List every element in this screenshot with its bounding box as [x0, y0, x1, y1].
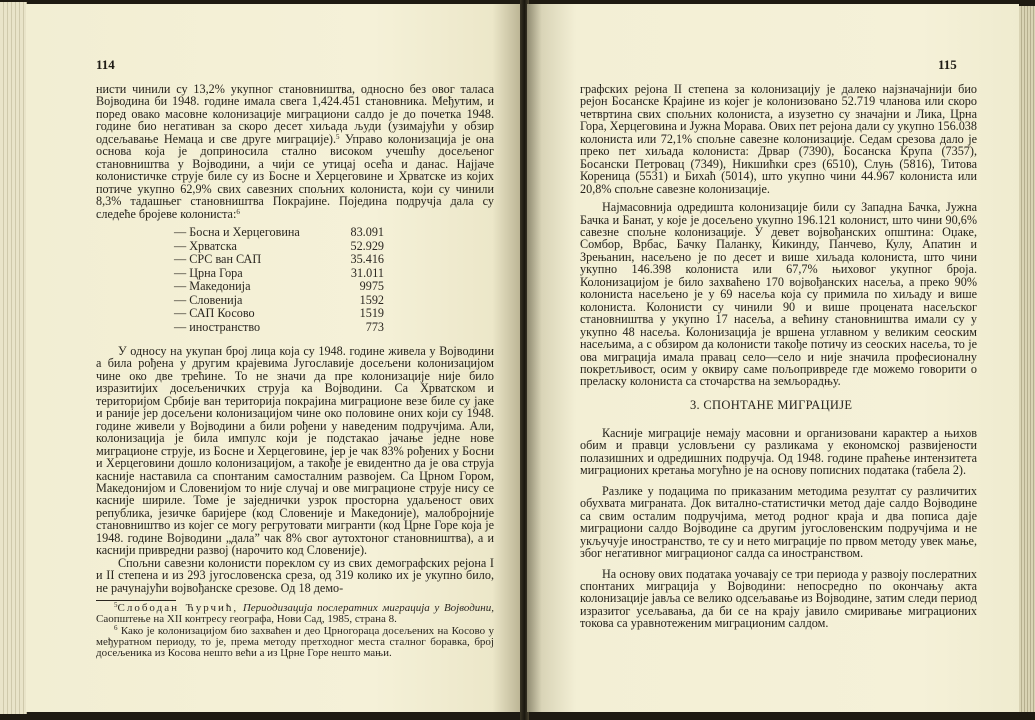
- left-paragraph-1: нисти чинили су 13,2% укупног становништва, односно без овог таласа Војводина би 1948. године имала свега 1,424.451 становника. Међутим, и поред овако масовне колонизације миграциони салдо је до почетка 1948. године био негативан за скоро десет хиљада људи (узимајући у обзир одсељавање Немаца и све друге миграције).$^5$ Управо колонизација је она основа која је доприносила стално високом учешћу досељеног становништва у Војводини, а чији се утицај осећа и данас. Најјаче колонистичке струје биле су из Босне и Херцеговине и Хрватске из којих потиче укупно 62,9% свих савезних спољних колониста, који су чинили 8,3% тадашњег становништва Покрајине. Поједина подручја дала су следеће бројеве колониста:$^6$: [96, 82, 494, 221]
- list-item: — Црна Гора 31.011: [174, 267, 384, 281]
- footnote-ref-6[interactable]: 6: [236, 207, 240, 216]
- left-paragraph-3: Спољни савезни колонисти пореклом су из свих демографских рејона I и II степена и из 293 југословенска среза, од 319 колико их је укупно било, не рачунајући војвођанске срезове. Од 18 демо-: [96, 555, 494, 595]
- right-paragraph-5: На основу ових података уочавају се три периода у развоју послератних спонтаних миграција у Војводини: непосредно по окончању акта колонизације јавља се велико одсељавање из Војводине, затим следи период изразитог усељавања, да би се на крају јавило смиривање миграционих токова са уравнотеженим миграционим салдом.: [580, 566, 977, 631]
- right-paragraph-2: Најмасовнија одредишта колонизације били су Западна Бачка, Јужна Бачка и Банат, у које је досељено укупно 196.121 колонист, што чини 90,6% савезне спољне колонизације. У девет војвођанских општина: Оџаке, Сомбор, Врбас, Бачку Паланку, Кикинду, Панчево, Кулу, Апатин и Зрењанин, насељено је по десет и више хиљада колониста, што чини укупно 146.398 колониста или 67,7% њиховог укупног броја. Колонизацијом је било захваћено 170 војвођанских насеља, а преко 90% колониста насељено је у 69 насеља која су примила по хиљаду и више колониста. Колонисти су чинили 90 и више процената насељског становништва у укупно 17 насеља, а већину становништва имали су у укупно 48 насеља. Колонизација је вршена углавном у великим сеоским насељима, а с обзиром да колонисти такође потичу из сеоских насеља, то је ова миграција имала правац село—село и није значила професионалну покретљивост, осим у оквиру саме пољопривреде где можемо говорити о преласку колониста са сточарства на земљорадњу.: [580, 200, 977, 389]
- footnote-5: $^5$Слободан Ћурчић, Периодизација послератних миграција у Војводини, Саопштење на XII контресу географа, Нови Сад, 1985, страна 8.: [96, 601, 494, 626]
- footnote-ref-5[interactable]: 5: [336, 132, 340, 141]
- list-item: — Словенија 1592: [174, 294, 384, 308]
- page-number-right: 115: [938, 57, 957, 72]
- right-text-block-2: [580, 427, 977, 630]
- footnotes: [96, 603, 494, 659]
- colonist-sources-list: [174, 226, 384, 334]
- list-item: — Хрватска 52.929: [174, 240, 384, 254]
- list-item: — Македонија 9975: [174, 280, 384, 294]
- left-paragraph-2: У односу на укупан број лица која су 1948. године живела у Војводини а била рођена у другим крајевима Југославије досељени колонизацијом чине око две трећине. То не значи да пре колонизације није било изразитијих досељеничких струја ка Војводини. Са Хрватском и територијом Србије ван територија покрајина миграционе везе биле су јаке и раније јер досељени колонизацијом чине око половине оних који су 1948. године живели у Војводини а били рођени у наведеним подручјима. Али, колонизација је била импулс који је подстакао јачање једне нове миграционе струје, из Босне и Херцеговине, јер је чак 83% рођених у Босни и Херцеговини дошло колонизацијом, а такође је евидентно да је ова струја касније наставила са спонтаним самосталним развојем. Са Црном Гором, Македонијом и Словенијом то није случај и ове миграционе струје нису се касније шириле. Томе је заједнички узрок просторна удаљеност ових република, језичке баријере (код Словеније и Македоније), малобројније становништво из којег се могу регрутовати мигранти (код Црне Горе која је 1948. године Војводини „дала” чак 8% свог аутохтоног становништва), а и каснији привредни развој (нарочито код Словеније).: [96, 344, 494, 558]
- left-text-block-1: [96, 83, 494, 220]
- right-paragraph-1: графских рејона II степена за колонизацију је далеко најзначајнији био рејон Босанске Крајине из којег је колонизовано 52.719 чланова или скоро четвртина свих спољних колониста, а изузетно су значајни и Лика, Црна Гора, Херцеговина и Јужна Морава. Ових пет рејона дали су укупно 156.038 колониста или 72,1% спољне савезне колонизације. Седам срезова дало је преко пет хиљада колониста: Дрвар (7390), Босанска Крупа (7357), Босански Петровац (7349), Никшићки срез (6510), Слуњ (5816), Титова Кореница (5531) и Бихаћ (5014), што укупно чини 44.967 колониста или 20,8% спољне савезне колонизације.: [580, 82, 977, 196]
- page-stack-edges-right: [1019, 6, 1035, 712]
- left-text-block-2: [96, 345, 494, 594]
- page-number-left: 114: [96, 57, 115, 72]
- right-paragraph-3: Касније миграције немају масовни и организовани карактер а њихов обим и правци условљени су разликама у економској развијености полазишних и одредишних подручја. Од 1948. године праћење интензитета миграционих кретања могућно је на основу пописних података (табела 2).: [580, 426, 977, 478]
- footnote-divider: [96, 600, 176, 601]
- list-item: — иностранство 773: [174, 321, 384, 335]
- list-item: — СРС ван САП 35.416: [174, 253, 384, 267]
- footnote-6: $^6$ Како је колонизацијом био захваћен и део Црногораца досељених на Косово у међуратном периоду, то је, према методу претходног места сталног боравка, број досељеника из Косова нешто већи а из Црне Горе нешто мањи.: [96, 623, 494, 660]
- section-heading: 3. СПОНТАНЕ МИГРАЦИЈЕ: [690, 398, 853, 412]
- right-text-block-1: [580, 83, 977, 388]
- page-stack-edges-left: [0, 2, 27, 714]
- list-item: — САП Косово 1519: [174, 307, 384, 321]
- list-item: — Босна и Херцеговина 83.091: [174, 226, 384, 240]
- right-paragraph-4: Разлике у подацима по приказаним методима резултат су различитих обухвата миграната. Док витално-статистички метод даје салдо Војводине са свим осталим подручјима, метод родног краја и два пописа даје миграциони салдо Војводине са другим југословенским подручјима и не укључује иностранство, те су и нето миграције по првом методу увек мање, због негативног миграционог салда са иностранством.: [580, 483, 977, 561]
